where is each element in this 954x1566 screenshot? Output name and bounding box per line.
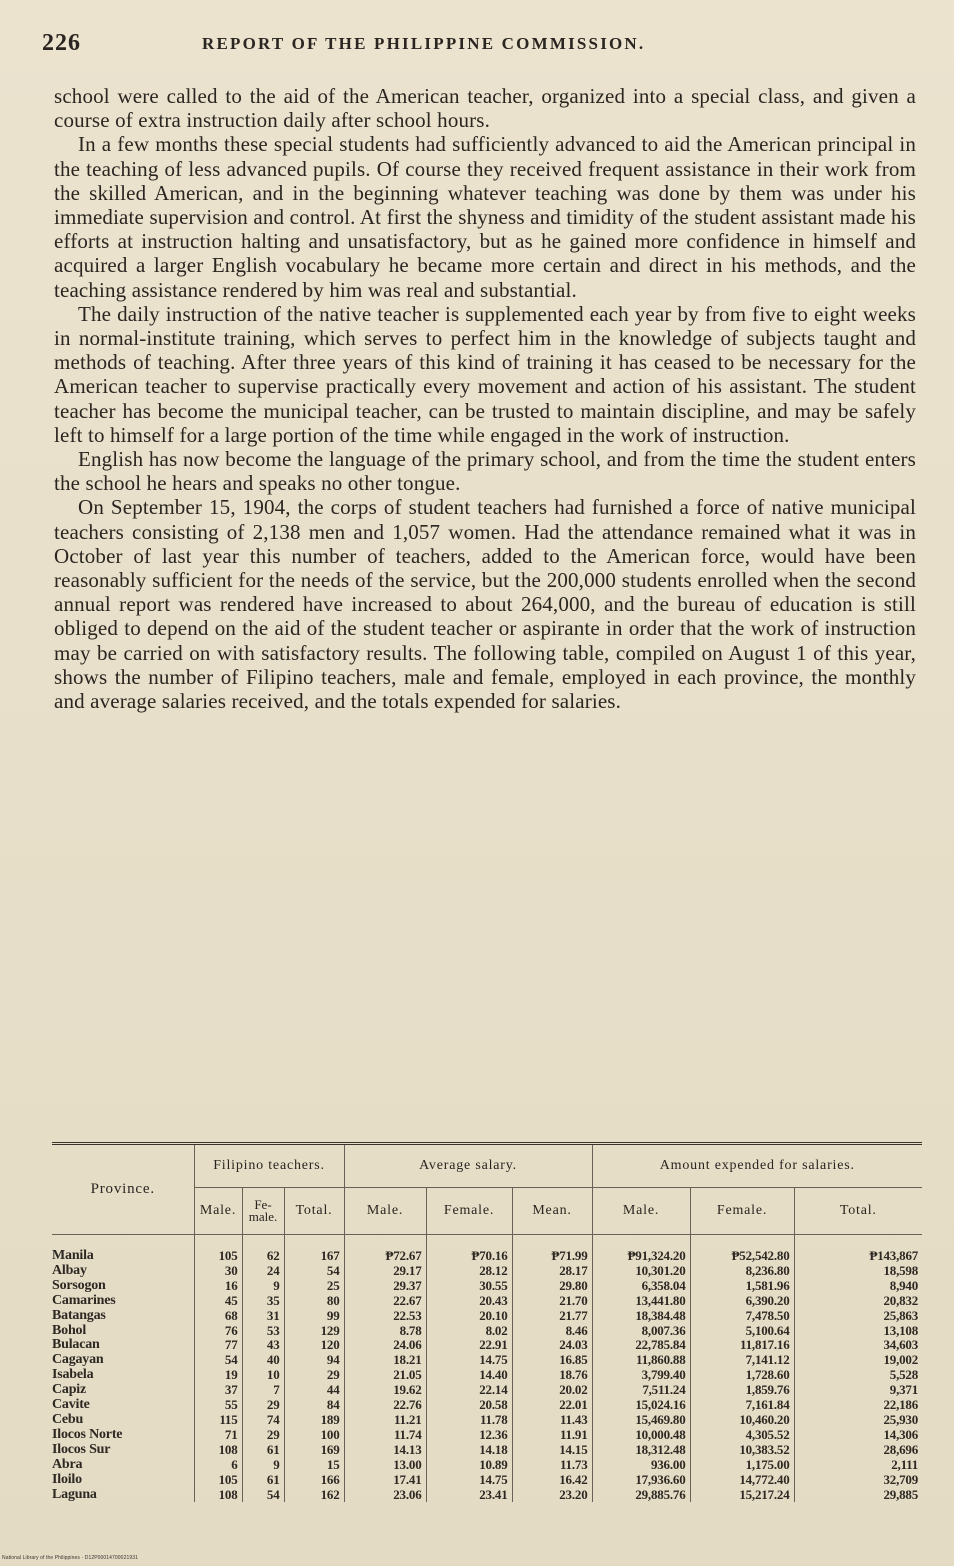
cell-teachers-female: 10 [242, 1368, 284, 1383]
cell-amount-total: 2,111 [891, 1456, 919, 1472]
cell-amount-total: 25,930 [883, 1411, 919, 1427]
cell-amount-male: 13,441.80 [592, 1294, 690, 1309]
cell-amount-female: 1,859.76 [690, 1383, 794, 1398]
table-row [52, 1383, 922, 1398]
cell-teachers-female: 7 [242, 1383, 284, 1398]
cell-teachers-female: 43 [242, 1338, 284, 1353]
cell-salary-male: 17.41 [344, 1473, 426, 1488]
cell-amount-female: 4,305.52 [690, 1428, 794, 1443]
cell-salary-mean: 21.70 [512, 1294, 592, 1309]
cell-teachers-total: 29 [284, 1368, 344, 1383]
province-name: Cebu [52, 1413, 194, 1428]
cell-teachers-total: 25 [284, 1279, 344, 1294]
cell-teachers-female: 29 [242, 1398, 284, 1413]
cell-salary-male: 14.13 [344, 1443, 426, 1458]
cell-salary-mean: 23.20 [512, 1488, 592, 1503]
cell-salary-male: 22.76 [344, 1398, 426, 1413]
cell-salary-male: 11.21 [344, 1413, 426, 1428]
cell-salary-mean: 11.73 [512, 1458, 592, 1473]
province-name: Albay [52, 1264, 194, 1279]
cell-amount-total: 8,940 [889, 1277, 919, 1293]
cell-amount-male: 10,301.20 [592, 1264, 690, 1279]
column-header-province: Province. [52, 1144, 194, 1235]
cell-amount-female: 5,100.64 [690, 1324, 794, 1339]
paragraph: In a few months these special students had sufficiently advanced to aid the American principal in the teaching of less advanced pupils. Of course they received frequent assistance in their work from the skilled American, and in the beginning whatever teaching was done by them was under his immediate supervision and control. At first the shyness and timidity of the student assistant made his efforts at instruction halting and unsatisfactory, but as he gained more confidence in himself and acquired a larger English vocabulary he became more certain and direct in his methods, and the teaching assistance rendered by him was real and substantial. [54, 132, 916, 302]
cell-teachers-total: 54 [284, 1264, 344, 1279]
table-row [52, 1338, 922, 1353]
province-name: Cagayan [52, 1353, 194, 1368]
paragraph: The daily instruction of the native teacher is supplemented each year by from five to eight weeks in normal-institute training, which serves to perfect him in the knowledge of subjects taught and methods of teaching. After three years of this kind of training it has ceased to be necessary for the American teacher to supervise practically every movement and action of his assistant. The student teacher has become the municipal teacher, can be trusted to maintain discipline, and may be safely left to himself for a large portion of the time while engaged in the work of instruction. [54, 301, 916, 447]
cell-teachers-female: 74 [242, 1413, 284, 1428]
cell-amount-female: 14,772.40 [690, 1473, 794, 1488]
table-row [52, 1398, 922, 1413]
cell-teachers-total: 162 [284, 1488, 344, 1503]
cell-amount-male: 8,007.36 [592, 1324, 690, 1339]
cell-salary-male: 29.37 [344, 1279, 426, 1294]
body-text [54, 84, 916, 713]
cell-salary-female: 20.10 [426, 1309, 512, 1324]
cell-salary-mean: 11.91 [512, 1428, 592, 1443]
table-row [52, 1368, 922, 1383]
cell-teachers-male: 105 [194, 1235, 242, 1264]
cell-amount-female: 7,141.12 [690, 1353, 794, 1368]
cell-amount-male: 18,312.48 [592, 1443, 690, 1458]
cell-salary-mean: 8.46 [512, 1324, 592, 1339]
cell-amount-female: 1,728.60 [690, 1368, 794, 1383]
cell-amount-male: 18,384.48 [592, 1309, 690, 1324]
cell-teachers-female: 9 [242, 1279, 284, 1294]
group-header-teachers: Filipino teachers. [194, 1144, 344, 1188]
cell-teachers-female: 61 [242, 1473, 284, 1488]
cell-teachers-female: 31 [242, 1309, 284, 1324]
running-title: REPORT OF THE PHILIPPINE COMMISSION. [202, 34, 646, 53]
column-header-salary-female: Female. [426, 1188, 512, 1235]
cell-teachers-male: 77 [194, 1338, 242, 1353]
cell-amount-total: 14,306 [883, 1426, 919, 1442]
table-row [52, 1353, 922, 1368]
cell-teachers-male: 30 [194, 1264, 242, 1279]
cell-salary-male: 21.05 [344, 1368, 426, 1383]
cell-teachers-female: 40 [242, 1353, 284, 1368]
province-name: Abra [52, 1458, 194, 1473]
cell-salary-mean: 16.42 [512, 1473, 592, 1488]
cell-amount-total: 19,002 [883, 1352, 919, 1368]
cell-salary-female: 28.12 [426, 1264, 512, 1279]
province-name: Camarines [52, 1294, 194, 1309]
cell-amount-total: 25,863 [883, 1307, 919, 1323]
table-row [52, 1309, 922, 1324]
province-name: Laguna [52, 1488, 194, 1503]
cell-teachers-male: 108 [194, 1488, 242, 1503]
cell-amount-total: 29,885 [883, 1486, 919, 1502]
cell-salary-male: 13.00 [344, 1458, 426, 1473]
cell-amount-female: 7,161.84 [690, 1398, 794, 1413]
cell-teachers-total: 15 [284, 1458, 344, 1473]
cell-teachers-female: 54 [242, 1488, 284, 1503]
cell-salary-male: ₱72.67 [344, 1235, 426, 1264]
table-row [52, 1443, 922, 1458]
cell-salary-male: 18.21 [344, 1353, 426, 1368]
salary-table [52, 1142, 922, 1502]
cell-amount-female: 10,383.52 [690, 1443, 794, 1458]
cell-salary-female: 8.02 [426, 1324, 512, 1339]
cell-salary-mean: 29.80 [512, 1279, 592, 1294]
column-header-salary-mean: Mean. [512, 1188, 592, 1235]
cell-salary-female: 11.78 [426, 1413, 512, 1428]
province-name: Bohol [52, 1324, 194, 1339]
table-row [52, 1413, 922, 1428]
cell-salary-mean: 22.01 [512, 1398, 592, 1413]
cell-teachers-total: 166 [284, 1473, 344, 1488]
cell-teachers-female: 29 [242, 1428, 284, 1443]
cell-amount-female: 15,217.24 [690, 1488, 794, 1503]
cell-teachers-female: 53 [242, 1324, 284, 1339]
cell-amount-male: 3,799.40 [592, 1368, 690, 1383]
cell-teachers-total: 84 [284, 1398, 344, 1413]
cell-amount-total: 22,186 [883, 1397, 919, 1413]
cell-salary-mean: 28.17 [512, 1264, 592, 1279]
table-row [52, 1294, 922, 1309]
scan-credit: National Library of the Philippines · D12P00014700021931 [2, 1555, 138, 1561]
cell-teachers-male: 37 [194, 1383, 242, 1398]
column-header-salary-male: Male. [344, 1188, 426, 1235]
table-row [52, 1235, 922, 1264]
cell-salary-female: 10.89 [426, 1458, 512, 1473]
paragraph: English has now become the language of the primary school, and from the time the student enters the school he hears and speaks no other tongue. [54, 447, 916, 496]
cell-salary-female: 14.75 [426, 1473, 512, 1488]
running-head [42, 30, 912, 56]
cell-amount-male: 11,860.88 [592, 1353, 690, 1368]
cell-salary-female: 14.40 [426, 1368, 512, 1383]
paragraph: school were called to the aid of the American teacher, organized into a special class, and given a course of extra instruction daily after school hours. [54, 84, 916, 133]
cell-amount-total: 34,603 [883, 1337, 919, 1353]
province-name: Iloilo [52, 1473, 194, 1488]
cell-teachers-male: 19 [194, 1368, 242, 1383]
province-name: Ilocos Norte [52, 1428, 194, 1443]
cell-teachers-total: 167 [284, 1235, 344, 1264]
cell-teachers-total: 99 [284, 1309, 344, 1324]
cell-amount-female: 7,478.50 [690, 1309, 794, 1324]
cell-amount-male: 22,785.84 [592, 1338, 690, 1353]
cell-amount-female: 6,390.20 [690, 1294, 794, 1309]
cell-salary-mean: 11.43 [512, 1413, 592, 1428]
column-header-teachers-male: Male. [194, 1188, 242, 1235]
cell-amount-male: ₱91,324.20 [592, 1235, 690, 1264]
cell-teachers-male: 71 [194, 1428, 242, 1443]
cell-teachers-female: 24 [242, 1264, 284, 1279]
province-name: Ilocos Sur [52, 1443, 194, 1458]
cell-salary-female: 12.36 [426, 1428, 512, 1443]
cell-salary-mean: 16.85 [512, 1353, 592, 1368]
cell-teachers-female: 61 [242, 1443, 284, 1458]
cell-teachers-male: 16 [194, 1279, 242, 1294]
cell-salary-female: 22.14 [426, 1383, 512, 1398]
province-name: Cavite [52, 1398, 194, 1413]
table-row [52, 1488, 922, 1503]
cell-teachers-total: 94 [284, 1353, 344, 1368]
cell-amount-total: 28,696 [883, 1441, 919, 1457]
column-header-amount-total: Total. [794, 1188, 922, 1235]
cell-salary-female: 20.58 [426, 1398, 512, 1413]
page-number: 226 [42, 30, 81, 56]
cell-salary-male: 22.67 [344, 1294, 426, 1309]
cell-amount-male: 10,000.48 [592, 1428, 690, 1443]
cell-amount-male: 29,885.76 [592, 1488, 690, 1503]
province-name: Sorsogon [52, 1279, 194, 1294]
cell-salary-mean: ₱71.99 [512, 1235, 592, 1264]
cell-teachers-male: 76 [194, 1324, 242, 1339]
cell-amount-female: 10,460.20 [690, 1413, 794, 1428]
cell-amount-total: 20,832 [883, 1292, 919, 1308]
province-name: Bulacan [52, 1338, 194, 1353]
cell-teachers-male: 6 [194, 1458, 242, 1473]
cell-salary-male: 8.78 [344, 1324, 426, 1339]
province-name: Capiz [52, 1383, 194, 1398]
cell-teachers-female: 62 [242, 1235, 284, 1264]
province-name: Isabela [52, 1368, 194, 1383]
cell-salary-mean: 21.77 [512, 1309, 592, 1324]
cell-salary-male: 23.06 [344, 1488, 426, 1503]
paragraph: On September 15, 1904, the corps of student teachers had furnished a force of native municipal teachers consisting of 2,138 men and 1,057 women. Had the attendance remained what it was in October of last year this number of teachers, added to the American force, would have been reasonably sufficient for the needs of the service, but the 200,000 students enrolled when the second annual report was rendered have increased to about 264,000, and the bureau of education is still obliged to depend on the aid of the student teacher or aspirante in order that the work of instruction may be carried on with satisfactory results. The following table, compiled on August 1 of this year, shows the number of Filipino teachers, male and female, employed in each province, the monthly and average salaries received, and the totals expended for salaries. [54, 495, 916, 714]
cell-salary-male: 19.62 [344, 1383, 426, 1398]
group-header-amount-expended: Amount expended for salaries. [592, 1144, 922, 1188]
table-row [52, 1428, 922, 1443]
column-header-teachers-female: Fe-male. [242, 1188, 284, 1235]
cell-amount-total: 9,371 [889, 1382, 919, 1398]
cell-amount-total: 5,528 [889, 1367, 919, 1383]
cell-teachers-total: 129 [284, 1324, 344, 1339]
cell-amount-male: 936.00 [592, 1458, 690, 1473]
column-header-teachers-total: Total. [284, 1188, 344, 1235]
table-row [52, 1264, 922, 1279]
province-name: Batangas [52, 1309, 194, 1324]
cell-salary-male: 29.17 [344, 1264, 426, 1279]
cell-salary-mean: 18.76 [512, 1368, 592, 1383]
cell-amount-male: 17,936.60 [592, 1473, 690, 1488]
cell-teachers-male: 108 [194, 1443, 242, 1458]
cell-teachers-female: 35 [242, 1294, 284, 1309]
cell-amount-female: 8,236.80 [690, 1264, 794, 1279]
salary-table-wrap [52, 1142, 922, 1502]
salary-table-body [52, 1235, 922, 1503]
cell-salary-male: 11.74 [344, 1428, 426, 1443]
cell-teachers-male: 115 [194, 1413, 242, 1428]
province-name: Manila [52, 1235, 194, 1264]
table-row [52, 1324, 922, 1339]
cell-salary-female: 14.18 [426, 1443, 512, 1458]
cell-salary-female: 14.75 [426, 1353, 512, 1368]
cell-amount-male: 15,469.80 [592, 1413, 690, 1428]
column-header-amount-female: Female. [690, 1188, 794, 1235]
cell-amount-male: 15,024.16 [592, 1398, 690, 1413]
cell-salary-male: 24.06 [344, 1338, 426, 1353]
cell-teachers-male: 68 [194, 1309, 242, 1324]
cell-teachers-male: 55 [194, 1398, 242, 1413]
cell-salary-female: 30.55 [426, 1279, 512, 1294]
cell-amount-total: 32,709 [883, 1471, 919, 1487]
cell-salary-female: ₱70.16 [426, 1235, 512, 1264]
cell-salary-mean: 24.03 [512, 1338, 592, 1353]
cell-salary-female: 23.41 [426, 1488, 512, 1503]
cell-teachers-total: 100 [284, 1428, 344, 1443]
cell-teachers-male: 54 [194, 1353, 242, 1368]
cell-salary-female: 22.91 [426, 1338, 512, 1353]
cell-salary-female: 20.43 [426, 1294, 512, 1309]
column-header-amount-male: Male. [592, 1188, 690, 1235]
cell-amount-female: 1,581.96 [690, 1279, 794, 1294]
table-row [52, 1473, 922, 1488]
cell-teachers-male: 45 [194, 1294, 242, 1309]
cell-teachers-male: 105 [194, 1473, 242, 1488]
cell-amount-female: ₱52,542.80 [690, 1235, 794, 1264]
cell-amount-total: 13,108 [883, 1322, 919, 1338]
cell-amount-total: ₱143,867 [869, 1248, 919, 1263]
cell-teachers-total: 44 [284, 1383, 344, 1398]
cell-amount-total: 18,598 [883, 1262, 919, 1278]
cell-teachers-total: 169 [284, 1443, 344, 1458]
cell-salary-mean: 20.02 [512, 1383, 592, 1398]
cell-teachers-total: 120 [284, 1338, 344, 1353]
cell-teachers-total: 80 [284, 1294, 344, 1309]
cell-amount-female: 1,175.00 [690, 1458, 794, 1473]
table-row [52, 1279, 922, 1294]
table-row [52, 1458, 922, 1473]
group-header-average-salary: Average salary. [344, 1144, 592, 1188]
cell-amount-male: 6,358.04 [592, 1279, 690, 1294]
cell-salary-male: 22.53 [344, 1309, 426, 1324]
cell-amount-male: 7,511.24 [592, 1383, 690, 1398]
cell-amount-female: 11,817.16 [690, 1338, 794, 1353]
cell-salary-mean: 14.15 [512, 1443, 592, 1458]
cell-teachers-total: 189 [284, 1413, 344, 1428]
cell-teachers-female: 9 [242, 1458, 284, 1473]
